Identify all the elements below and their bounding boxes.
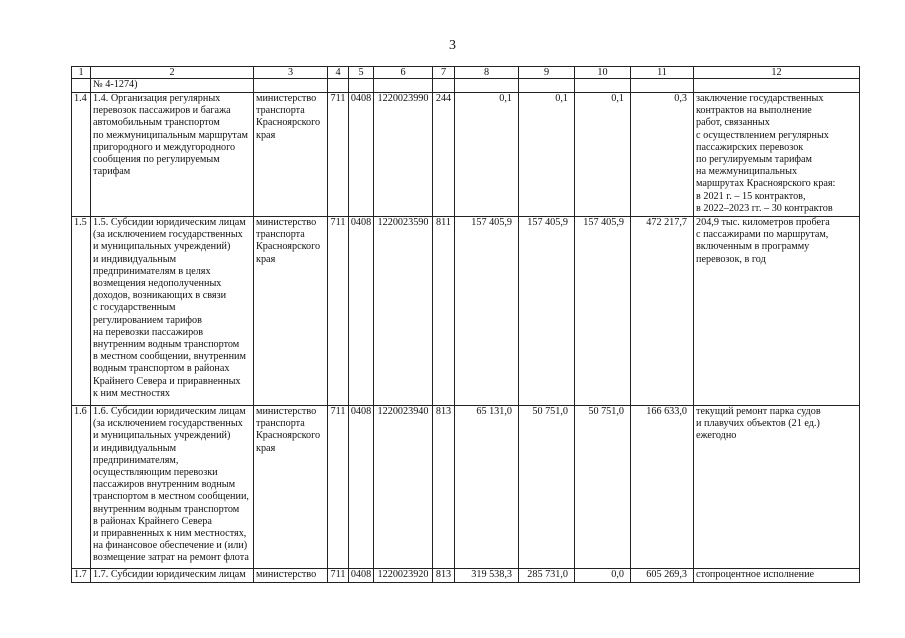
- table-row: [72, 93, 860, 217]
- row-description: [91, 406, 254, 569]
- cell-line: и индивидуальным: [93, 253, 177, 265]
- row-value-2023: 50 751,0: [575, 406, 631, 569]
- cell-line: перевозок пассажиров и багажа: [93, 105, 231, 117]
- row-value-2022: 157 405,9: [519, 217, 575, 406]
- row-total: 605 269,3: [631, 569, 694, 583]
- col-num-5: 5: [349, 67, 374, 79]
- cell-line: и плавучих объектов (21 ед.): [696, 418, 820, 430]
- cell-line: доходов, возникающих в связи: [93, 290, 227, 302]
- row-value-2023: 0,0: [575, 569, 631, 583]
- cell-line: и индивидуальным: [93, 442, 177, 454]
- cell-line: сообщения по регулируемым: [93, 154, 220, 166]
- cell-line: внутренним водным транспортом: [93, 339, 240, 351]
- row-result: [694, 406, 860, 569]
- row-index: 1.7: [72, 569, 91, 583]
- row-expense-type: 813: [433, 569, 455, 583]
- column-number-row: [72, 67, 860, 79]
- col-num-2: 2: [91, 67, 254, 79]
- row-total: 0,3: [631, 93, 694, 217]
- cell-line: в районах Крайнего Севера: [93, 515, 212, 527]
- cell-line: включенным в программу: [696, 241, 810, 253]
- cell-line: регулированием тарифов: [93, 314, 202, 326]
- program-table: [71, 66, 860, 583]
- cell-line: тарифам: [93, 166, 131, 178]
- col-num-9: 9: [519, 67, 575, 79]
- col-num-1: 1: [72, 67, 91, 79]
- row-value-2021: 65 131,0: [455, 406, 519, 569]
- row-grbs: 711: [328, 217, 349, 406]
- cell-line: текущий ремонт парка судов: [696, 406, 821, 417]
- col-num-11: 11: [631, 67, 694, 79]
- cell-line: предпринимателям,: [93, 454, 179, 466]
- row-section: 0408: [349, 93, 374, 217]
- cell-line: края: [256, 253, 276, 265]
- cell-line: 204,9 тыс. километров пробега: [696, 217, 830, 228]
- row-target-code: 1220023590: [374, 217, 433, 406]
- cell-line: ежегодно: [696, 430, 737, 442]
- cell-line: возмещения недополученных: [93, 278, 222, 290]
- cell-line: 1.5. Субсидии юридическим лицам: [93, 217, 246, 228]
- cell-line: министерство: [256, 217, 317, 228]
- row-executor: [254, 569, 328, 583]
- continuation-row: [72, 79, 860, 93]
- row-value-2022: 50 751,0: [519, 406, 575, 569]
- cell-line: (за исключением государственных: [93, 418, 243, 430]
- row-grbs: 711: [328, 569, 349, 583]
- cell-line: в 2022–2023 гг. – 30 контрактов: [696, 202, 833, 214]
- row-executor: [254, 406, 328, 569]
- col-num-10: 10: [575, 67, 631, 79]
- cell-line: 1.4. Организация регулярных: [93, 93, 221, 104]
- row-result: [694, 569, 860, 583]
- cell-line: транспорта: [256, 105, 305, 117]
- cell-line: по регулируемым тарифам: [696, 154, 813, 166]
- row-expense-type: 811: [433, 217, 455, 406]
- row-index: 1.6: [72, 406, 91, 569]
- cell-line: (за исключением государственных: [93, 229, 243, 241]
- cell-line: с государственным: [93, 302, 176, 314]
- col-num-7: 7: [433, 67, 455, 79]
- cell-line: водным транспортом в районах: [93, 363, 230, 375]
- row-expense-type: 813: [433, 406, 455, 569]
- cell-line: осуществляющим перевозки: [93, 467, 218, 479]
- row-description: [91, 217, 254, 406]
- cell-line: и муниципальных учреждений): [93, 241, 231, 253]
- cell-line: Крайнего Севера и приравненных: [93, 375, 241, 387]
- cell-line: пассажиров внутренним водным: [93, 479, 236, 491]
- row-description: [91, 569, 254, 583]
- cell-line: на перевозки пассажиров: [93, 326, 204, 338]
- row-description: [91, 93, 254, 217]
- row-result: [694, 93, 860, 217]
- row-target-code: 1220023920: [374, 569, 433, 583]
- row-index: 1.4: [72, 93, 91, 217]
- cell-line: 1.7. Субсидии юридическим лицам: [93, 569, 246, 580]
- row-value-2021: 0,1: [455, 93, 519, 217]
- cell-line: пассажирских перевозок: [696, 141, 804, 153]
- cell-line: заключение государственных: [696, 93, 824, 104]
- row-section: 0408: [349, 217, 374, 406]
- cell-line: с осуществлением регулярных: [696, 129, 829, 141]
- row-section: 0408: [349, 569, 374, 583]
- cell-line: на финансовое обеспечение и (или): [93, 540, 248, 552]
- table-row: [72, 569, 860, 583]
- row-target-code: 1220023990: [374, 93, 433, 217]
- col-num-3: 3: [254, 67, 328, 79]
- row-value-2021: 157 405,9: [455, 217, 519, 406]
- cell-line: с пассажирами по маршрутам,: [696, 229, 829, 241]
- cell-line: 1.6. Субсидии юридическим лицам: [93, 406, 246, 417]
- cell-line: работ, связанных: [696, 117, 770, 129]
- row-value-2023: 157 405,9: [575, 217, 631, 406]
- row-executor: [254, 217, 328, 406]
- cell-line: автомобильным транспортом: [93, 117, 220, 129]
- row-expense-type: 244: [433, 93, 455, 217]
- row-target-code: 1220023940: [374, 406, 433, 569]
- table-row: [72, 406, 860, 569]
- cell-line: контрактов на выполнение: [696, 105, 812, 117]
- row-value-2022: 0,1: [519, 93, 575, 217]
- page-number: 3: [449, 38, 456, 53]
- cell-line: пригородного и междугородного: [93, 141, 236, 153]
- col-num-12: 12: [694, 67, 860, 79]
- cell-line: стопроцентное исполнение: [696, 569, 815, 580]
- cell-line: предпринимателям в целях: [93, 265, 211, 277]
- row-index: 1.5: [72, 217, 91, 406]
- cell-line: и муниципальных учреждений): [93, 430, 231, 442]
- continuation-text: № 4-1274): [91, 79, 254, 93]
- cell-line: возмещение затрат на ремонт флота: [93, 552, 249, 564]
- row-total: 166 633,0: [631, 406, 694, 569]
- row-result: [694, 217, 860, 406]
- row-grbs: 711: [328, 406, 349, 569]
- table-row: [72, 217, 860, 406]
- cell-line: и приравненных к ним местностях,: [93, 528, 247, 540]
- row-value-2022: 285 731,0: [519, 569, 575, 583]
- cell-line: по межмуниципальным маршрутам: [93, 129, 248, 141]
- cell-line: перевозок, в год: [696, 253, 766, 265]
- row-section: 0408: [349, 406, 374, 569]
- row-executor: [254, 93, 328, 217]
- cell-line: транспортом в местном сообщении,: [93, 491, 249, 503]
- col-num-6: 6: [374, 67, 433, 79]
- col-num-4: 4: [328, 67, 349, 79]
- row-value-2023: 0,1: [575, 93, 631, 217]
- cell-line: Красноярского: [256, 241, 321, 253]
- row-total: 472 217,7: [631, 217, 694, 406]
- cell-line: Красноярского: [256, 117, 321, 129]
- cell-line: транспорта: [256, 418, 305, 430]
- row-grbs: 711: [328, 93, 349, 217]
- cell-line: министерство: [256, 569, 317, 580]
- cell-line: края: [256, 442, 276, 454]
- cell-line: министерство: [256, 406, 317, 417]
- cell-line: внутренним водным транспортом: [93, 503, 240, 515]
- cell-line: транспорта: [256, 229, 305, 241]
- cell-line: маршрутах Красноярского края:: [696, 178, 836, 190]
- cell-line: на межмуниципальных: [696, 166, 798, 178]
- cell-line: края: [256, 129, 276, 141]
- cell-line: в местном сообщении, внутренним: [93, 351, 246, 363]
- cell-line: в 2021 г. – 15 контрактов,: [696, 190, 806, 202]
- cell-line: министерство: [256, 93, 317, 104]
- col-num-8: 8: [455, 67, 519, 79]
- cell-line: Красноярского: [256, 430, 321, 442]
- row-value-2021: 319 538,3: [455, 569, 519, 583]
- cell-line: к ним местностях: [93, 387, 171, 399]
